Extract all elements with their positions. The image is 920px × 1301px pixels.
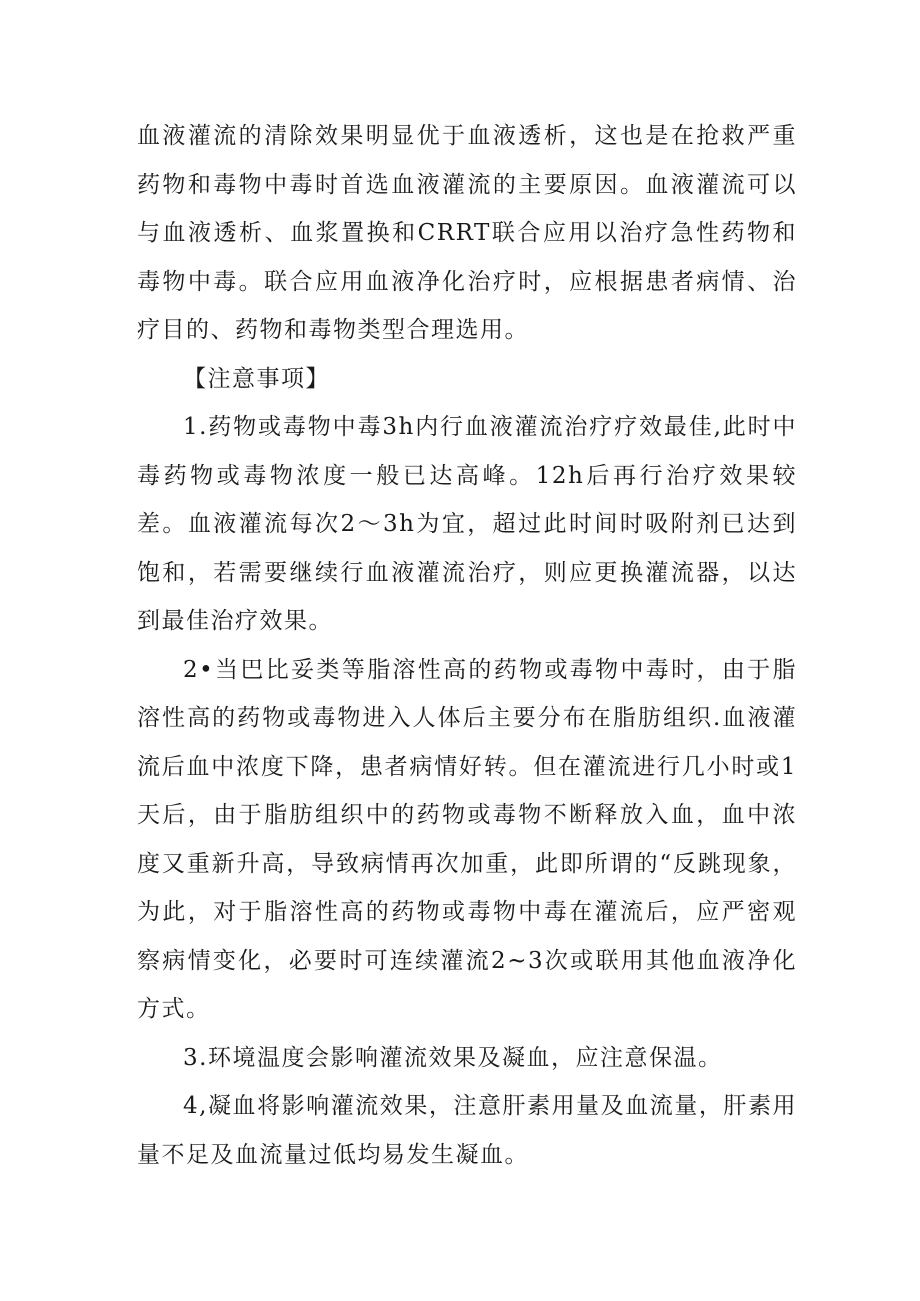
section-heading: 【注意事项】	[183, 365, 330, 392]
intro-paragraph: 血液灌流的清除效果明显优于血液透析，这也是在抢救严重药物和毒物中毒时首选血液灌流的主要原因。血液灌流可以与血液透析、血浆置换和CRRT联合应用以治疗急性药物和毒物中毒。联合应用血液净化治疗时，应根据患者病情、治疗目的、药物和毒物类型合理选用。	[137, 123, 797, 343]
note-item-4: 4,凝血将影响灌流效果，注意肝素用量及血流量，肝素用量不足及血流量过低均易发生凝血。	[137, 1093, 797, 1168]
note-item-1: 1.药物或毒物中毒3h内行血液灌流治疗疗效最佳,此时中毒药物或毒物浓度一般已达高峰。12h后再行治疗效果较差。血液灌流每次2～3h为宜，超过此时间时吸附剂已达到饱和，若需要继续行血液灌流治疗，则应更换灌流器，以达到最佳治疗效果。	[137, 414, 797, 634]
document-body	[137, 112, 797, 1179]
note-item-2: 2•当巴比妥类等脂溶性高的药物或毒物中毒时，由于脂溶性高的药物或毒物进入人体后主要分布在脂肪组织.血液灌流后血中浓度下降，患者病情好转。但在灌流进行几小时或1天后，由于脂肪组织中的药物或毒物不断释放入血，血中浓度又重新升高，导致病情再次加重，此即所谓的“反跳现象，为此，对于脂溶性高的药物或毒物中毒在灌流后，应严密观察病情变化，必要时可连续灌流2~3次或联用其他血液净化方式。	[137, 656, 797, 1022]
note-item-3: 3.环境温度会影响灌流效果及凝血，应注意保温。	[183, 1044, 723, 1071]
